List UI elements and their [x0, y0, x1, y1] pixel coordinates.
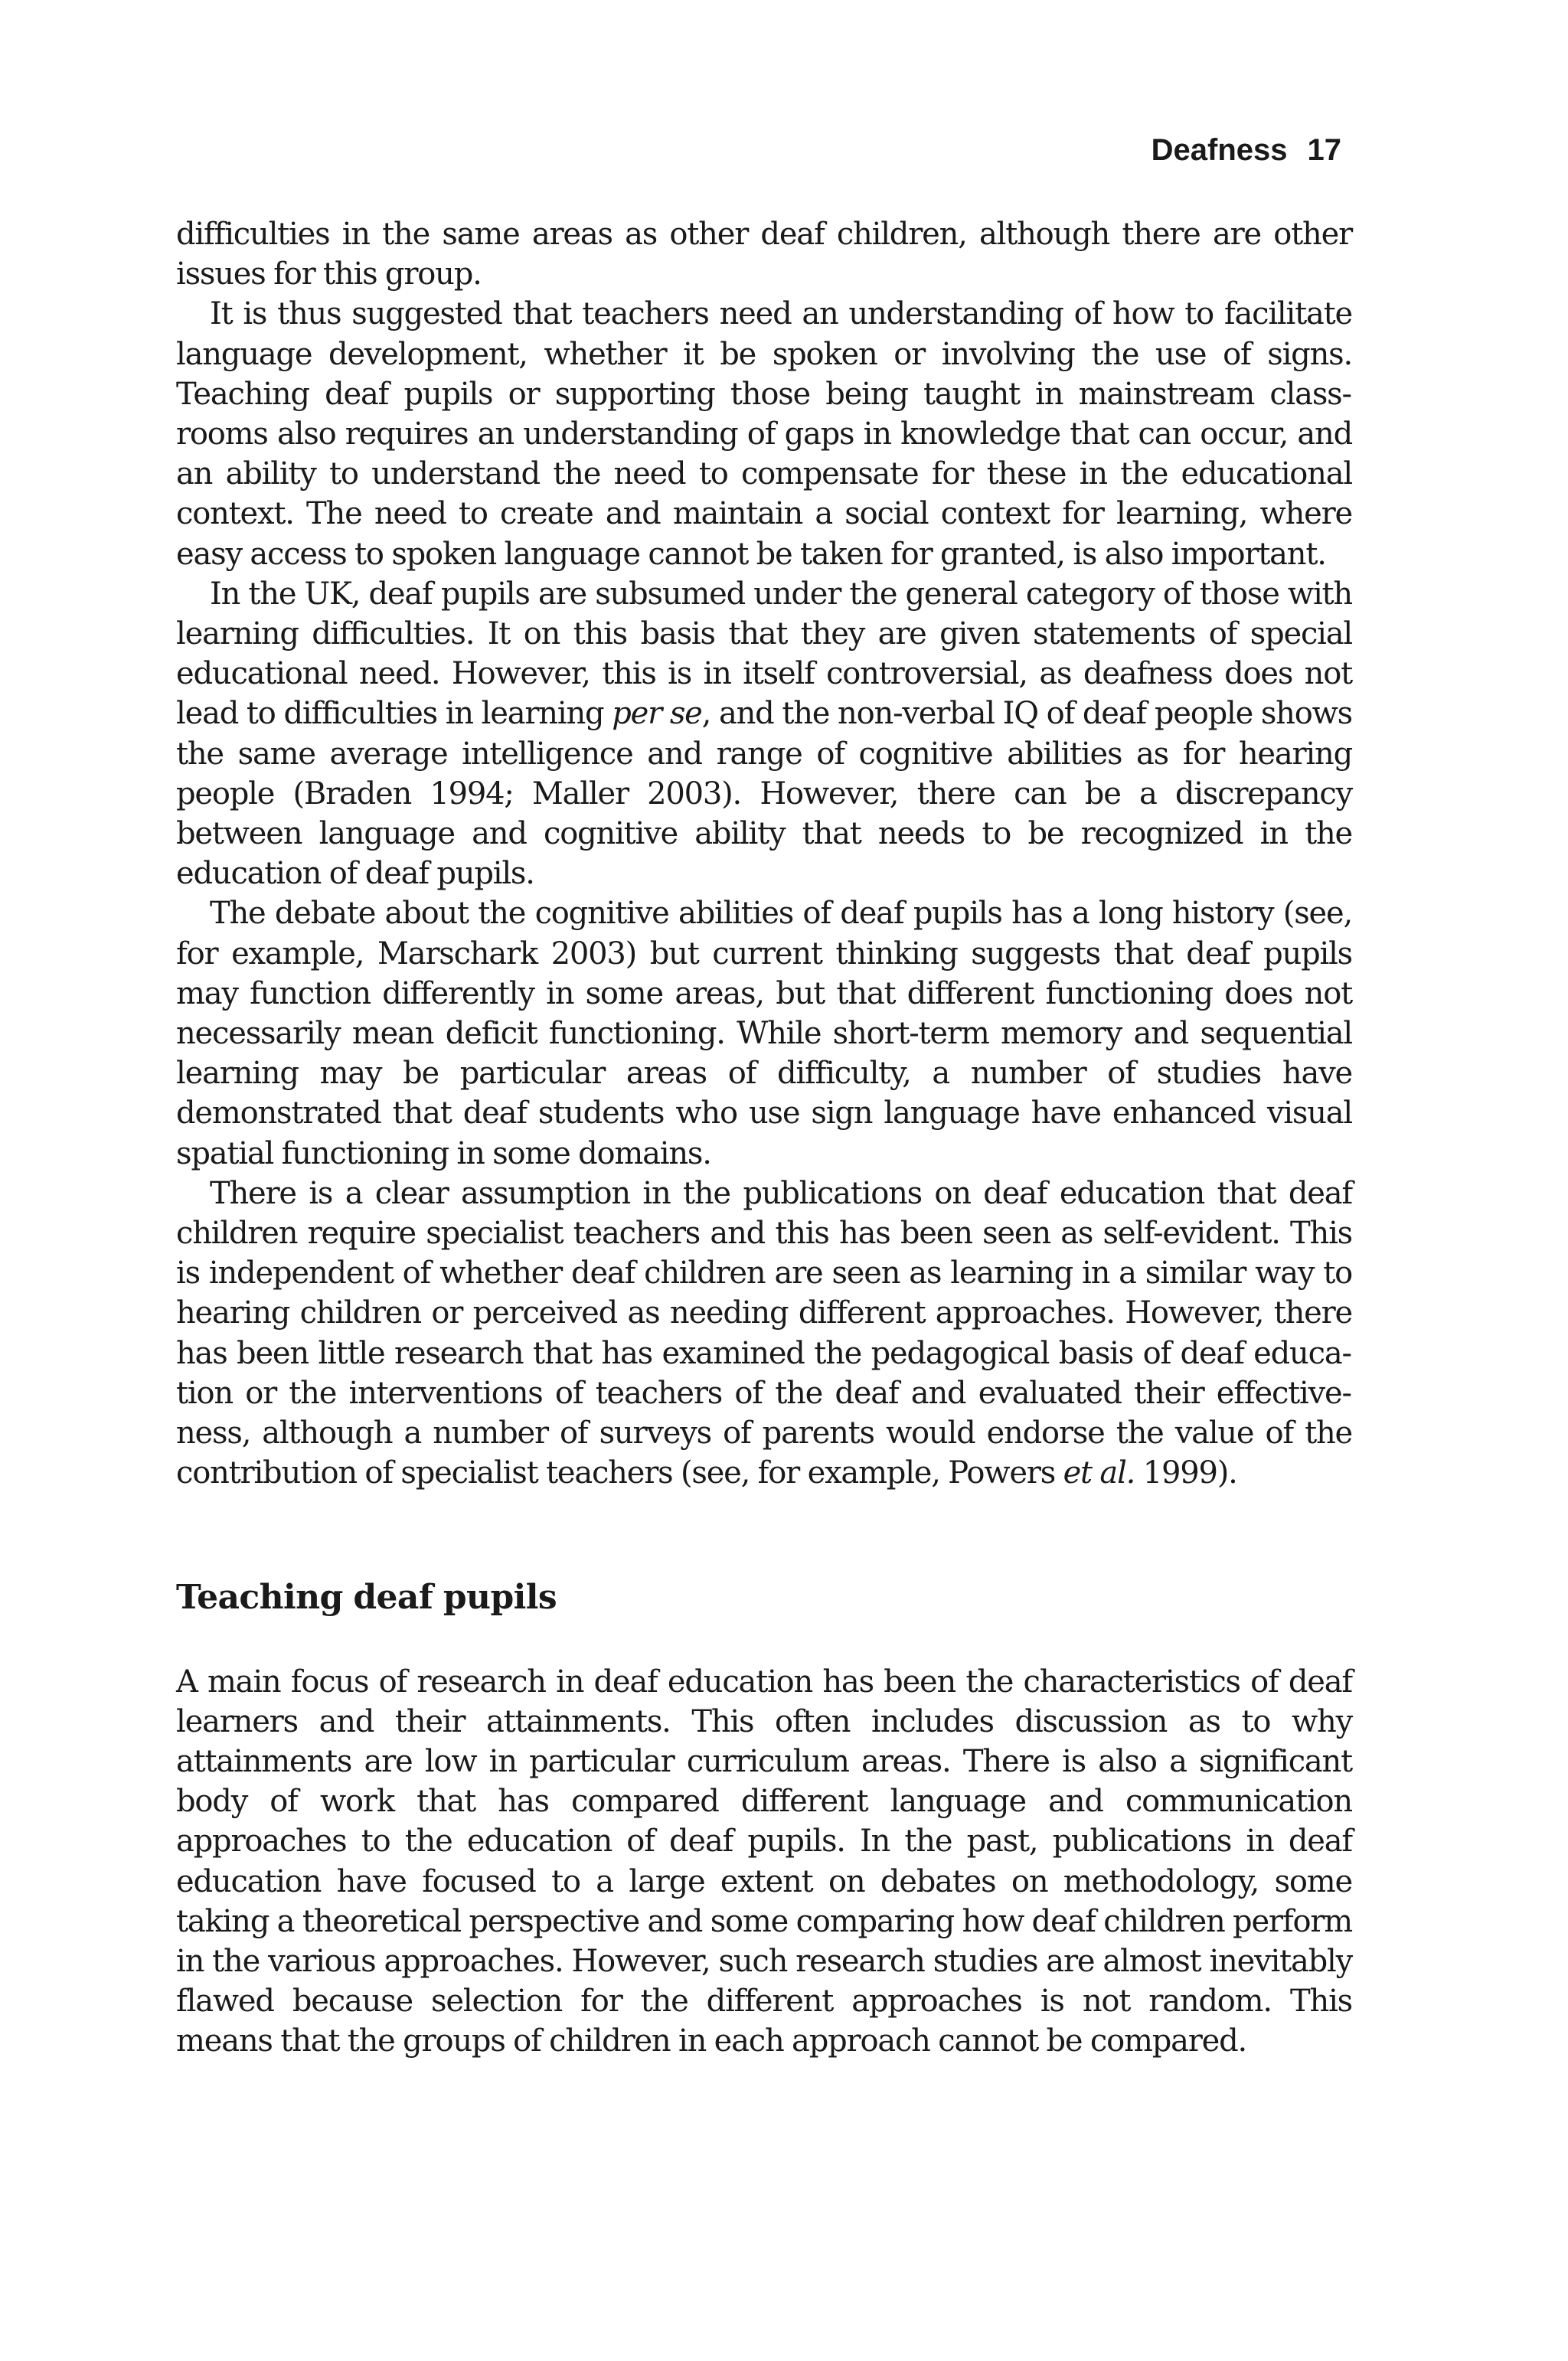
italic-term: per se	[612, 696, 702, 732]
paragraph: difficulties in the same areas as other deaf children, although there are other issues for this group.	[176, 217, 1352, 292]
paragraph-text: 1999).	[1135, 1455, 1237, 1491]
paragraph-text: In the UK, deaf pupils are subsumed under the general category of those with learning difficulties. It on this basis that they are given statements of special educational need. However, this is in itself controversial, as deafness does not lead to difficulties in learning	[176, 576, 1352, 732]
page-number: 17	[1307, 133, 1341, 167]
section-body	[176, 1662, 1352, 2062]
paragraph: It is thus suggested that teachers need an understanding of how to facilitate language development, whether it be spoken or involving the use of signs. Teaching deaf pupils or supporting those being taught in mainstream classrooms also requires an understanding of gaps in knowledge that can occur, and an ability to understand the need to compensate for these in the educational context. The need to create and maintain a social context for learning, where easy access to spoken language cannot be taken for granted, is also important.	[176, 296, 1352, 572]
section-heading: Teaching deaf pupils	[176, 1577, 557, 1617]
running-header	[1152, 129, 1341, 171]
paragraph	[176, 1174, 1352, 1494]
paragraph-text: , and the non-verbal IQ of deaf people shows the same average intelligence and range of cognitive abilities as for hearing people (Braden 1994; Maller 2003). However, there can be a discrepancy between language and cognitive ability that needs to be recognized in the education of deaf pupils.	[176, 696, 1352, 892]
paragraph: A main focus of research in deaf education has been the characteristics of deaf learners and their attainments. This often includes discussion as to why attainments are low in particular curriculum areas. There is also a significant body of work that has compared different language and communication approaches to the education of deaf pupils. In the past, publications in deaf education have focused to a large extent on debates on methodology, some taking a theoretical perspective and some comparing how deaf children perform in the various approaches. However, such research studies are almost inevitably flawed because selection for the different approaches is not random. This means that the groups of children in each approach cannot be compared.	[176, 1664, 1352, 2059]
paragraph	[176, 574, 1352, 894]
paragraph: The debate about the cognitive abilities of deaf pupils has a long history (see, for example, Marschark 2003) but current thinking suggests that deaf pupils may function differently in some areas, but that different functioning does not necessarily mean deficit functioning. While short-term memory and sequential learning may be particular areas of difficulty, a number of studies have demonstrated that deaf students who use sign language have enhanced visual spatial functioning in some domains.	[176, 896, 1352, 1171]
body-text	[176, 214, 1352, 2062]
paragraph-text: There is a clear assumption in the publications on deaf education that deaf children require specialist teachers and this has been seen as self-evident. This is independent of whether deaf children are seen as learning in a similar way to hearing children or perceived as needing different approaches. However, there has been little research that has examined the pedagogical basis of deaf education or the interventions of teachers of the deaf and evaluated their effectiveness, although a number of surveys of parents would endorse the value of the contribution of specialist teachers (see, for example, Powers	[176, 1175, 1352, 1491]
italic-term: et al.	[1063, 1455, 1135, 1491]
running-title: Deafness	[1151, 133, 1288, 167]
